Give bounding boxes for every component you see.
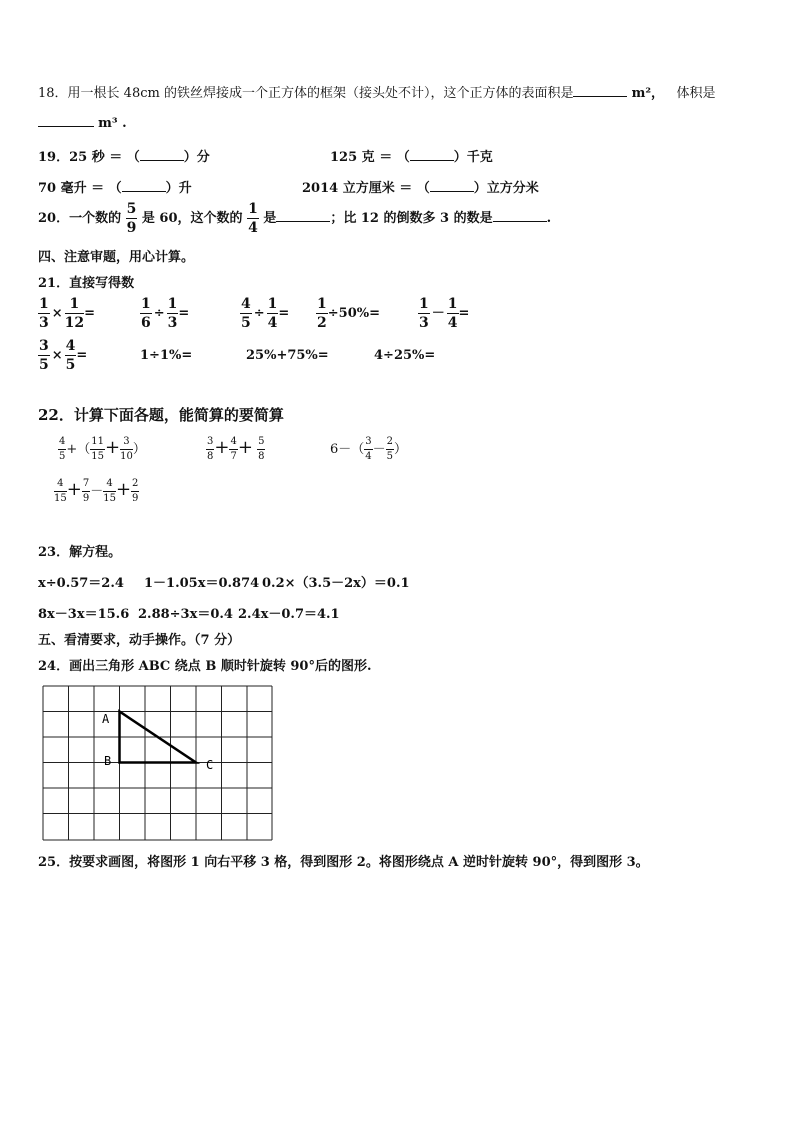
q21-item: $\frac{3}{5}$ × $\frac{4}{5}$ = xyxy=(39,338,88,373)
q21-item: $\frac{1}{6}$ ÷ $\frac{1}{3}$ = xyxy=(141,296,190,331)
answer-blank[interactable] xyxy=(430,190,474,192)
equation: x÷0.57＝2.4 xyxy=(38,576,124,591)
section-4-heading: 四、注意审题，用心计算。 xyxy=(38,250,195,265)
q19-c-prefix: 70 毫升 ＝ （ xyxy=(38,181,122,196)
q21-item: $\frac{1}{3}$ × $\frac{1}{12}$ = xyxy=(39,296,96,331)
q22-expression-4: $\frac{4}{15}$ + $\frac{7}{9}$ － $\frac{4}{15}$ + $\frac{2}{9}$ xyxy=(54,478,139,504)
question-24-text: 24．画出三角形 ABC 绕点 B 顺时针旋转 90°后的图形. xyxy=(38,659,372,674)
q21-item: $\frac{1}{3}$ － $\frac{1}{4}$ = xyxy=(419,296,470,331)
equation: 8x－3x＝15.6 xyxy=(38,607,130,622)
question-18 xyxy=(38,82,715,101)
q20-text-3: 是 xyxy=(263,211,277,226)
grid-svg xyxy=(42,685,274,843)
q22-expression-1: $\frac{4}{5}$ +（ $\frac{11}{15}$ + $\frac{3}{10}$ ） xyxy=(59,436,146,462)
q22-expression-3: 6－（ $\frac{3}{4}$ － $\frac{2}{5}$ ） xyxy=(330,436,408,462)
answer-blank[interactable] xyxy=(140,159,184,161)
label-a: A xyxy=(102,712,110,726)
q18-text: 18．用一根长 48cm 的铁丝焊接成一个正方体的框架（接头处不计），这个正方体的表面积是 xyxy=(38,86,574,101)
equation: 2.4x－0.7＝4.1 xyxy=(238,607,340,622)
q19-d-suffix: ）立方分米 xyxy=(473,181,539,196)
q18-unit-area: m²， xyxy=(631,86,665,101)
q20-text-4: ；比 12 的倒数多 3 的数是 xyxy=(330,211,493,226)
answer-blank[interactable] xyxy=(410,159,454,161)
question-20 xyxy=(38,202,551,235)
q21-item: 1÷1%= xyxy=(140,348,193,363)
question-19-c xyxy=(38,177,192,196)
q19-a-prefix: 19．25 秒 ＝ （ xyxy=(38,150,140,165)
q19-b-suffix: ）千克 xyxy=(453,150,493,165)
q21-item: 4÷25%= xyxy=(374,348,436,363)
q19-d-prefix: 2014 立方厘米 ＝ （ xyxy=(302,181,430,196)
question-18-cont xyxy=(38,116,127,131)
answer-blank[interactable] xyxy=(276,220,330,222)
q21-item: 25%+75%= xyxy=(246,348,329,363)
q20-text-1: 20．一个数的 xyxy=(38,211,122,226)
equation: 0.2×（3.5－2x）＝0.1 xyxy=(262,576,410,591)
q19-a-suffix: ）分 xyxy=(183,150,210,165)
q20-text-2: 是 60，这个数的 xyxy=(141,211,243,226)
question-22-title: 22．计算下面各题，能简算的要简算 xyxy=(38,406,284,424)
question-23-title: 23．解方程。 xyxy=(38,545,122,560)
q21-item: $\frac{1}{2}$ ÷50%= xyxy=(317,296,380,331)
label-c: C xyxy=(206,758,214,772)
q18-unit-volume: m³ . xyxy=(98,116,127,131)
q20-text-5: . xyxy=(546,211,552,226)
question-19-a xyxy=(38,146,210,165)
q21-item: $\frac{4}{5}$ ÷ $\frac{1}{4}$ = xyxy=(241,296,290,331)
answer-blank[interactable] xyxy=(493,220,547,222)
question-19-d xyxy=(302,177,539,196)
answer-blank[interactable] xyxy=(38,125,94,127)
fraction: $\frac{5}{9}$ xyxy=(126,201,137,236)
question-25-text: 25．按要求画图，将图形 1 向右平移 3 格，得到图形 2。将图形绕点 A 逆时针旋转 90°，得到图形 3。 xyxy=(38,855,649,870)
answer-blank[interactable] xyxy=(122,190,166,192)
fraction: $\frac{1}{4}$ xyxy=(248,201,258,236)
q19-b-prefix: 125 克 ＝ （ xyxy=(330,150,410,165)
answer-blank[interactable] xyxy=(573,95,627,97)
q19-c-suffix: ）升 xyxy=(165,181,192,196)
equation: 1－1.05x＝0.874 xyxy=(144,576,260,591)
question-21-title: 21．直接写得数 xyxy=(38,276,135,291)
equation: 2.88÷3x＝0.4 xyxy=(138,607,233,622)
q22-expression-2: $\frac{3}{8}$ + $\frac{4}{7}$ + $\frac{5}{8}$ xyxy=(207,436,265,462)
rotation-grid xyxy=(42,685,274,847)
section-5-heading: 五、看清要求，动手操作。（7 分） xyxy=(38,633,241,648)
q18-volume-label: 体积是 xyxy=(676,86,716,101)
question-19-b xyxy=(330,146,493,165)
label-b: B xyxy=(104,754,112,768)
